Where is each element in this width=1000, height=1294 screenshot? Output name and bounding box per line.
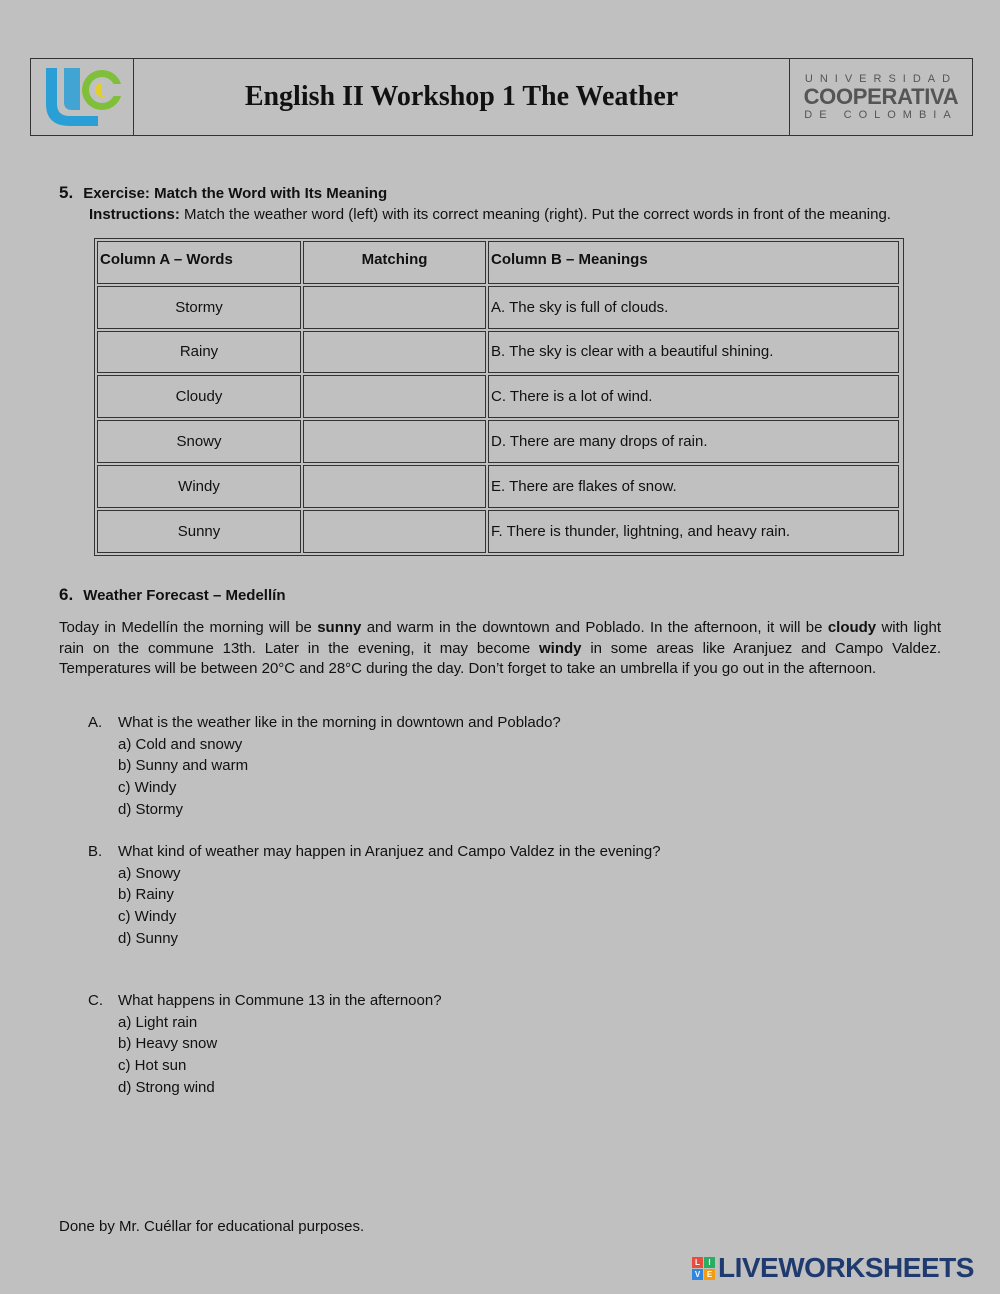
option[interactable]: b) Heavy snow [118,1035,218,1053]
meaning-cell: A. The sky is full of clouds. [488,286,899,329]
liveworksheets-brand[interactable] [692,1252,974,1284]
logo-tile: I [704,1257,715,1268]
question-letter: B. [88,843,103,860]
word-cell: Cloudy [97,375,301,418]
option[interactable]: b) Sunny and warm [118,757,249,775]
instructions-label: Instructions: [89,206,180,223]
keyword-sunny: sunny [317,619,362,636]
university-line-3: DE COLOMBIA [804,109,958,121]
matching-table [94,238,904,556]
option[interactable]: c) Windy [118,779,177,797]
word-cell: Sunny [97,510,301,553]
header-matching: Matching [303,241,486,284]
word-cell: Rainy [97,331,301,374]
answer-input-5[interactable] [303,465,486,508]
liveworksheets-logo-icon [692,1257,715,1280]
university-line-2: COOPERATIVA [803,84,959,109]
meaning-cell: E. There are flakes of snow. [488,465,899,508]
section-5-title: Exercise: Match the Word with Its Meaning [83,185,388,202]
question-letter: C. [88,992,103,1009]
meaning-cell: F. There is thunder, lightning, and heavy rain. [488,510,899,553]
title-cell [134,59,790,135]
meaning-cell: B. The sky is clear with a beautiful shining. [488,331,899,374]
section-6-number: 6. [59,585,74,604]
paragraph-text: in some areas like Aranjuez and Campo Valdez. Temperatures will be between 20°C and 28°C during the day. Don’t forget to take an umbrella if you go out in the afternoon. [59,639,941,677]
university-line-1: UNIVERSIDAD [804,73,958,85]
question-b [88,841,661,950]
liveworksheets-text: LIVEWORKSHEETS [718,1252,974,1283]
question-c [88,990,442,1099]
instructions [89,206,891,223]
option[interactable]: d) Strong wind [118,1078,215,1096]
option[interactable]: c) Hot sun [118,1057,187,1075]
section-5-heading [59,183,387,203]
uc-logo [31,59,134,135]
paragraph-text: with light rain on the commune 13th. Later in the evening, it may become [59,619,941,657]
meaning-cell: D. There are many drops of rain. [488,420,899,463]
keyword-cloudy: cloudy [827,619,877,636]
header-column-b: Column B – Meanings [488,241,899,284]
credit-line: Done by Mr. Cuéllar for educational purposes. [59,1218,365,1235]
meaning-cell: C. There is a lot of wind. [488,375,899,418]
section-5-number: 5. [59,183,74,202]
instructions-text: Match the weather word (left) with its correct meaning (right). Put the correct words in front of the meaning. [179,206,891,223]
question-text: What is the weather like in the morning in downtown and Poblado? [118,714,561,731]
option[interactable]: b) Rainy [118,886,174,904]
word-cell: Windy [97,465,301,508]
option[interactable]: a) Snowy [118,864,181,882]
keyword-windy: windy [539,639,582,657]
section-6-heading [59,585,285,605]
answer-input-1[interactable] [303,286,486,329]
section-6-title: Weather Forecast – Medellín [83,587,286,604]
uc-logo-icon [40,64,124,130]
paragraph-text: and warm in the downtown and Poblado. In the afternoon, it will be [361,619,828,636]
header-column-a: Column A – Words [97,241,301,284]
question-letter: A. [88,714,103,731]
question-a [88,712,561,821]
logo-tile: L [692,1257,703,1268]
answer-input-4[interactable] [303,420,486,463]
forecast-paragraph [59,618,941,680]
option[interactable]: c) Windy [118,908,177,926]
paragraph-text: Today in Medellín the morning will be [59,619,318,636]
word-cell: Stormy [97,286,301,329]
option[interactable]: d) Stormy [118,800,184,818]
university-logo [790,59,972,135]
answer-input-6[interactable] [303,510,486,553]
worksheet-header [30,58,973,136]
word-cell: Snowy [97,420,301,463]
answer-input-3[interactable] [303,375,486,418]
answer-input-2[interactable] [303,331,486,374]
option[interactable]: a) Light rain [118,1013,198,1031]
question-text: What kind of weather may happen in Aranjuez and Campo Valdez in the evening? [118,843,661,860]
question-text: What happens in Commune 13 in the afternoon? [118,992,442,1009]
option[interactable]: a) Cold and snowy [118,735,243,753]
page-title: English II Workshop 1 The Weather [244,81,679,112]
option[interactable]: d) Sunny [118,929,179,947]
logo-tile: V [692,1269,703,1280]
logo-tile: E [704,1269,715,1280]
